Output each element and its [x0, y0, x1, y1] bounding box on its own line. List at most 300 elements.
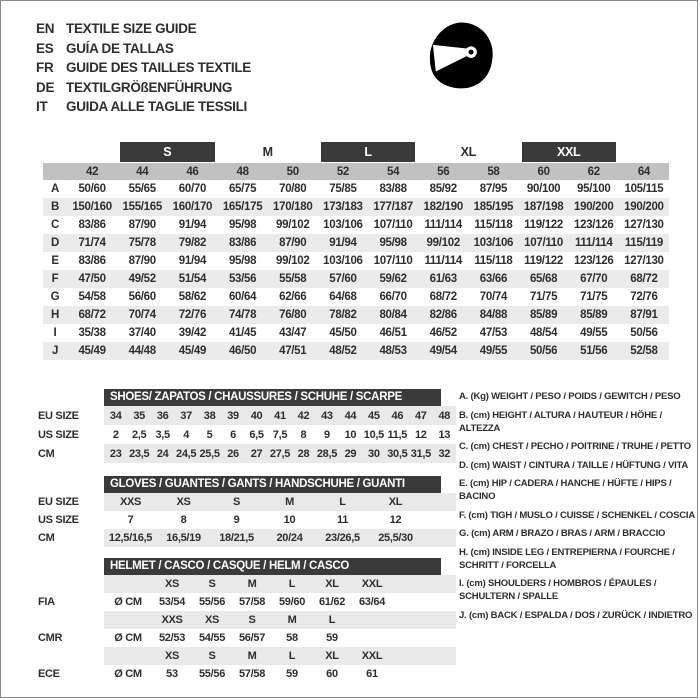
size-F-44: 49/52 — [128, 273, 156, 285]
helmet-size-label: M — [247, 650, 257, 662]
size-H-54: 80/84 — [379, 309, 407, 321]
gloves-value: 25,5/30 — [378, 532, 413, 544]
size-A-58: 87/95 — [479, 183, 508, 195]
size-A-48: 65/75 — [228, 183, 257, 195]
size-B-48: 165/175 — [222, 201, 263, 213]
row-key-F: F — [51, 273, 59, 285]
size-D-64: 115/119 — [624, 237, 664, 249]
shoes-value: 26 — [227, 447, 239, 460]
size-row-C — [43, 216, 669, 234]
size-H-52: 78/82 — [329, 309, 357, 321]
helmet-unit-label: Ø CM — [114, 632, 142, 644]
shoes-value: 36 — [156, 409, 169, 422]
size-B-46: 160/170 — [172, 201, 213, 213]
shoes-value: 30,5 — [387, 447, 408, 460]
size-F-56: 61/63 — [429, 273, 457, 285]
legend-item-C: C. (cm) CHEST / PECHO / POITRINE / TRUHE / PETTO — [459, 441, 691, 452]
helmet-standard-values — [104, 629, 456, 647]
shoes-row-values — [104, 406, 456, 425]
size-D-52: 91/94 — [329, 237, 357, 249]
helmet-standard-label: CMR — [38, 632, 63, 644]
helmet-size-label: XL — [325, 650, 339, 662]
gloves-table-header — [38, 476, 458, 493]
helmet-value: 59 — [326, 632, 338, 644]
size-A-50: 70/80 — [279, 183, 307, 195]
shoes-value: 12 — [414, 428, 427, 441]
size-group-L: L — [321, 142, 415, 162]
size-A-44: 55/65 — [128, 183, 156, 195]
helmet-value: 59/60 — [278, 596, 306, 608]
helmet-value: 54/55 — [198, 632, 226, 644]
gloves-row-us-size — [38, 511, 458, 529]
size-G-48: 60/64 — [228, 291, 257, 303]
size-B-58: 185/195 — [473, 201, 514, 213]
helmet-size-label: S — [208, 650, 216, 662]
helmet-table-title: HELMET / CASCO / CASQUE / HELM / CASCO — [104, 558, 441, 575]
size-B-52: 173/183 — [323, 201, 363, 213]
shoes-value: 41 — [274, 409, 286, 422]
size-J-44: 44/48 — [128, 345, 156, 357]
legend-item-G: G. (cm) ARM / BRAZO / BRAS / ARM / BRACCIO — [459, 528, 666, 539]
gloves-row-label: US SIZE — [38, 514, 79, 526]
helmet-size-labels — [104, 575, 456, 593]
size-H-42: 68/72 — [78, 309, 106, 321]
row-key-H: H — [50, 309, 59, 321]
helmet-standard-label: FIA — [38, 596, 55, 608]
helmet-value-row-fia — [38, 593, 458, 611]
shoes-value: 37 — [180, 409, 192, 422]
size-C-54: 107/110 — [373, 219, 413, 231]
size-G-42: 54/58 — [78, 291, 106, 303]
size-G-56: 68/72 — [429, 291, 457, 303]
helmet-standard-values — [104, 665, 456, 683]
size-G-54: 66/70 — [379, 291, 407, 303]
size-H-64: 87/91 — [630, 309, 658, 321]
shoes-table-title: SHOES/ ZAPATOS / CHAUSSURES / SCHUHE / SCARPE — [104, 389, 441, 406]
size-col-62: 62 — [587, 165, 600, 178]
size-D-58: 103/106 — [473, 237, 514, 249]
helmet-value: 56/57 — [238, 632, 266, 644]
gloves-value: 12,5/16,5 — [108, 532, 153, 544]
size-D-48: 83/86 — [228, 237, 257, 249]
helmet-size-labels — [104, 611, 456, 629]
helmet-size-label: L — [328, 614, 336, 626]
shoes-table-body — [38, 406, 458, 463]
size-row-E — [43, 252, 669, 270]
legend-item-D: D. (cm) WAIST / CINTURA / TAILLE / HÜFTUNG / VITA — [459, 459, 689, 471]
helmet-value-row-ece — [38, 665, 458, 683]
helmet-value: 55/56 — [198, 668, 226, 680]
helmet-value: 52/53 — [158, 632, 186, 644]
shoes-value: 10 — [344, 428, 357, 441]
helmet-size-row-cmr — [38, 611, 458, 629]
size-col-54: 54 — [386, 165, 400, 178]
size-B-64: 190/200 — [624, 201, 664, 213]
helmet-standard-label: ECE — [38, 668, 60, 680]
size-col-58: 58 — [487, 165, 500, 178]
gloves-value: 20/24 — [276, 532, 303, 544]
size-I-44: 37/40 — [128, 327, 156, 339]
size-F-46: 51/54 — [178, 273, 207, 285]
legend-item-B: B. (cm) HEIGHT / ALTURA / HAUTEUR / HÖHE / ALTEZZA — [459, 409, 662, 434]
row-key-B: B — [50, 201, 59, 213]
shoes-row-label: EU SIZE — [38, 409, 79, 422]
helmet-value: 61 — [366, 668, 378, 680]
size-E-62: 123/126 — [574, 255, 614, 267]
size-C-46: 91/94 — [178, 219, 207, 231]
gloves-row-label: EU SIZE — [38, 496, 79, 508]
size-col-48: 48 — [236, 165, 249, 178]
row-key-G: G — [50, 291, 60, 303]
helmet-size-label: S — [208, 578, 216, 590]
helmet-value: 60 — [326, 668, 338, 680]
size-group-XL: XL — [460, 145, 477, 159]
size-I-54: 46/51 — [379, 327, 407, 339]
language-code: ES — [36, 40, 54, 56]
size-G-50: 62/66 — [279, 291, 307, 303]
shoes-value: 38 — [203, 409, 216, 422]
legend-item-I: I. (cm) SHOULDERS / HOMBROS / ÉPAULES / SCHULTERN / SPALLE — [459, 578, 657, 602]
shoes-value: 45 — [368, 409, 380, 422]
helmet-value: 63/64 — [358, 596, 386, 608]
size-number-row — [43, 163, 669, 180]
size-H-56: 82/86 — [429, 309, 457, 321]
racing-helmet-icon — [425, 14, 497, 96]
row-key-E: E — [51, 255, 59, 267]
size-col-42: 42 — [85, 165, 99, 178]
size-H-50: 76/80 — [279, 309, 307, 321]
size-J-42: 45/49 — [78, 345, 106, 357]
legend-item-H: H. (cm) INSIDE LEG / ENTREPIERNA / FOURCHE / SCHRITT / FORCELLA — [459, 546, 675, 571]
size-G-52: 64/68 — [329, 291, 357, 303]
gloves-row-label: CM — [38, 532, 55, 544]
size-F-50: 55/58 — [279, 273, 307, 285]
shoes-value: 34 — [109, 409, 122, 422]
size-A-56: 85/92 — [429, 183, 457, 195]
size-A-64: 105/115 — [624, 183, 664, 195]
language-row-fr — [36, 58, 251, 78]
size-H-44: 70/74 — [128, 309, 156, 321]
size-E-64: 127/130 — [624, 255, 664, 267]
shoes-value: 4 — [183, 428, 190, 441]
size-col-64: 64 — [637, 165, 651, 178]
shoes-value: 24,5 — [176, 447, 197, 460]
size-C-60: 119/122 — [524, 219, 563, 231]
helmet-size-row-ece — [38, 647, 458, 665]
row-key-C: C — [50, 219, 59, 231]
shoes-value: 42 — [297, 409, 310, 422]
helmet-size-label: XXL — [361, 650, 383, 662]
helmet-size-label: XXL — [361, 578, 383, 590]
size-F-48: 53/56 — [228, 273, 257, 285]
row-key-A: A — [50, 183, 59, 195]
legend-item-E: E. (cm) HIP / CADERA / HANCHE / HÜFTE / HIPS / BACINO — [459, 478, 672, 502]
size-I-58: 47/53 — [479, 327, 508, 339]
size-F-58: 63/66 — [479, 273, 508, 285]
size-D-62: 111/114 — [574, 237, 613, 249]
size-B-44: 155/165 — [122, 201, 162, 213]
gloves-value: 7 — [127, 514, 134, 526]
shoes-value: 24 — [156, 447, 169, 460]
helmet-value-row-cmr — [38, 629, 458, 647]
size-col-44: 44 — [136, 165, 149, 178]
gloves-row-cm — [38, 529, 458, 547]
size-B-62: 190/200 — [574, 201, 614, 213]
size-J-64: 52/58 — [630, 345, 658, 357]
shoes-value: 23,5 — [129, 447, 150, 460]
helmet-value: 53 — [166, 668, 178, 680]
size-F-52: 57/60 — [329, 273, 357, 285]
helmet-value: 57/58 — [238, 668, 266, 680]
shoes-value: 6,5 — [249, 428, 264, 441]
shoes-value: 40 — [250, 409, 263, 422]
size-row-B — [43, 198, 669, 216]
size-D-42: 71/74 — [78, 237, 106, 249]
size-C-48: 95/98 — [228, 219, 257, 231]
size-C-58: 115/118 — [474, 219, 513, 231]
size-J-62: 51/56 — [580, 345, 608, 357]
size-D-60: 107/110 — [524, 237, 563, 249]
helmet-size-label: M — [287, 614, 297, 626]
size-A-54: 83/88 — [379, 183, 407, 195]
size-A-62: 95/100 — [577, 183, 611, 195]
gloves-value: 16,5/19 — [166, 532, 201, 544]
shoes-row-values — [104, 425, 456, 444]
size-I-52: 45/50 — [329, 327, 357, 339]
size-C-42: 83/86 — [78, 219, 106, 231]
shoes-row-label: CM — [38, 447, 55, 460]
helmet-size-label: XXS — [161, 614, 183, 626]
row-key-I: I — [53, 327, 57, 339]
gloves-value: 10 — [283, 514, 296, 526]
size-E-58: 115/118 — [474, 255, 513, 267]
size-E-52: 103/106 — [323, 255, 363, 267]
shoes-row-cm — [38, 444, 458, 463]
gloves-value: 12 — [389, 514, 402, 526]
gloves-row-values — [104, 529, 456, 547]
size-row-F — [43, 270, 669, 288]
gloves-value: 8 — [180, 514, 187, 526]
page-title-fr: GUIDE DES TAILLES TEXTILE — [66, 60, 252, 75]
helmet-size-label: XS — [164, 650, 180, 662]
size-I-48: 41/45 — [228, 327, 257, 339]
shoes-value: 47 — [414, 409, 427, 422]
language-code: FR — [36, 60, 54, 75]
gloves-row-values — [104, 511, 456, 529]
language-row-it — [36, 97, 251, 117]
size-E-46: 91/94 — [178, 255, 207, 267]
shoes-value: 2,5 — [131, 428, 147, 441]
shoes-value: 9 — [324, 428, 330, 441]
size-G-46: 58/62 — [178, 291, 207, 303]
size-D-44: 75/78 — [128, 237, 156, 249]
shoes-value: 23 — [109, 447, 122, 460]
size-H-62: 85/89 — [580, 309, 608, 321]
gloves-value: XL — [388, 496, 403, 508]
shoes-value: 35 — [133, 409, 145, 422]
size-H-46: 72/76 — [178, 309, 207, 321]
size-J-60: 50/56 — [529, 345, 558, 357]
shoes-value: 5 — [206, 428, 213, 441]
shoes-value: 8 — [300, 428, 307, 441]
gloves-table — [38, 476, 458, 547]
helmet-size-label: XL — [325, 578, 339, 590]
size-C-56: 111/114 — [424, 219, 463, 231]
row-key-D: D — [50, 237, 59, 249]
size-G-62: 71/75 — [580, 291, 608, 303]
size-H-48: 74/78 — [228, 309, 257, 321]
size-I-62: 49/55 — [580, 327, 608, 339]
language-title-list — [36, 19, 251, 117]
helmet-size-label: L — [288, 650, 296, 662]
gloves-value: S — [232, 496, 241, 508]
size-G-64: 72/76 — [630, 291, 658, 303]
shoes-value: 32 — [438, 447, 451, 460]
size-C-62: 123/126 — [574, 219, 614, 231]
size-E-48: 95/98 — [228, 255, 257, 267]
size-row-J — [43, 342, 669, 360]
helmet-table — [38, 558, 458, 683]
shoes-value: 46 — [391, 409, 404, 422]
helmet-size-label: XS — [164, 578, 180, 590]
legend-item-J: J. (cm) BACK / ESPALDA / DOS / ZURÜCK / INDIETRO — [459, 609, 693, 621]
gloves-value: 11 — [336, 514, 349, 526]
size-B-60: 187/198 — [523, 201, 564, 213]
shoes-row-us-size — [38, 425, 458, 444]
helmet-value: 57/58 — [238, 596, 266, 608]
size-A-52: 75/85 — [329, 183, 357, 195]
language-code: IT — [36, 99, 48, 114]
shoes-value: 44 — [344, 409, 357, 422]
size-I-60: 48/54 — [529, 327, 558, 339]
size-col-50: 50 — [286, 165, 299, 178]
gloves-row-eu-size — [38, 493, 458, 511]
shoes-value: 2 — [112, 428, 119, 441]
shoes-value: 31,5 — [410, 447, 431, 460]
size-group-S: S — [120, 142, 214, 162]
size-F-42: 47/50 — [78, 273, 106, 285]
textile-size-table — [43, 141, 669, 360]
shoes-value: 30 — [368, 447, 380, 460]
size-F-54: 59/62 — [379, 273, 407, 285]
page-title: TEXTILE SIZE GUIDE — [66, 21, 197, 36]
size-I-42: 35/38 — [78, 327, 106, 339]
size-B-54: 177/187 — [373, 201, 413, 213]
shoes-row-values — [104, 444, 456, 463]
size-E-56: 111/114 — [424, 255, 463, 267]
language-row-en — [36, 19, 251, 39]
helmet-size-label: S — [248, 614, 256, 626]
helmet-size-row-fia — [38, 575, 458, 593]
size-J-48: 46/50 — [228, 345, 257, 357]
size-E-54: 107/110 — [373, 255, 413, 267]
gloves-table-body — [38, 493, 458, 547]
gloves-value: XXS — [119, 496, 142, 508]
shoes-value: 27 — [250, 447, 263, 460]
page-title-de: TEXTILGRÖßENFÜHRUNG — [66, 79, 233, 95]
size-B-50: 170/180 — [273, 201, 313, 213]
size-B-42: 150/160 — [72, 201, 112, 213]
size-row-A — [43, 180, 669, 198]
shoes-value: 27,5 — [269, 447, 291, 460]
size-A-42: 50/60 — [78, 183, 106, 195]
shoes-value: 6 — [230, 428, 236, 441]
size-group-XXL: XXL — [522, 142, 616, 162]
size-G-44: 56/60 — [128, 291, 156, 303]
size-table-body — [43, 180, 669, 360]
size-E-44: 87/90 — [128, 255, 156, 267]
shoes-value: 3,5 — [155, 428, 170, 441]
size-C-52: 103/106 — [323, 219, 363, 231]
gloves-value: 18/21,5 — [219, 532, 254, 544]
helmet-unit-label: Ø CM — [114, 668, 142, 680]
helmet-size-labels — [104, 647, 456, 665]
size-J-50: 47/51 — [279, 345, 307, 357]
size-col-46: 46 — [186, 165, 199, 178]
size-B-56: 182/190 — [423, 201, 463, 213]
size-D-50: 87/90 — [279, 237, 307, 249]
shoes-value: 39 — [227, 409, 239, 422]
row-key-J: J — [51, 345, 59, 357]
size-G-60: 71/75 — [529, 291, 558, 303]
shoes-value: 28,5 — [316, 447, 338, 460]
helmet-size-label: XS — [204, 614, 220, 626]
legend-item-A: A. (Kg) WEIGHT / PESO / POIDS / GEWITCH / PESO — [459, 391, 681, 402]
shoes-value: 11,5 — [387, 428, 408, 441]
size-F-64: 68/72 — [630, 273, 658, 285]
gloves-value: 9 — [233, 514, 240, 526]
shoes-row-label: US SIZE — [38, 428, 79, 441]
shoes-value: 25,5 — [199, 447, 220, 460]
size-J-58: 49/55 — [479, 345, 508, 357]
size-F-60: 65/68 — [529, 273, 558, 285]
size-A-60: 90/100 — [526, 183, 561, 195]
shoes-value: 10,5 — [363, 428, 384, 441]
size-row-G — [43, 288, 669, 306]
size-C-44: 87/90 — [128, 219, 156, 231]
helmet-value: 61/62 — [318, 596, 346, 608]
size-I-56: 46/52 — [429, 327, 457, 339]
size-col-56: 56 — [437, 165, 450, 178]
size-I-46: 39/42 — [178, 327, 207, 339]
helmet-size-label: M — [247, 578, 257, 590]
helmet-size-label: L — [288, 578, 296, 590]
size-A-46: 60/70 — [178, 183, 207, 195]
size-J-54: 48/53 — [379, 345, 407, 357]
size-I-64: 50/56 — [630, 327, 658, 339]
size-E-50: 99/102 — [276, 255, 310, 267]
size-group-header-row — [43, 141, 669, 163]
shoes-row-eu-size — [38, 406, 458, 425]
size-J-46: 45/49 — [178, 345, 207, 357]
gloves-row-values — [104, 493, 456, 511]
helmet-standard-values — [104, 593, 456, 611]
size-G-58: 70/74 — [479, 291, 508, 303]
size-col-60: 60 — [537, 165, 550, 178]
shoes-table-header — [38, 389, 458, 406]
size-group-M: M — [262, 145, 273, 159]
helmet-value: 59 — [286, 668, 298, 680]
helmet-table-header — [38, 558, 458, 575]
gloves-value: XS — [176, 496, 191, 508]
shoes-value: 28 — [297, 447, 310, 460]
page-title-it: GUIDA ALLE TAGLIE TESSILI — [66, 99, 247, 114]
size-D-56: 99/102 — [426, 237, 460, 249]
language-code: EN — [36, 21, 55, 36]
helmet-unit-label: Ø CM — [114, 596, 142, 608]
language-row-es — [36, 39, 251, 59]
size-E-60: 119/122 — [524, 255, 563, 267]
